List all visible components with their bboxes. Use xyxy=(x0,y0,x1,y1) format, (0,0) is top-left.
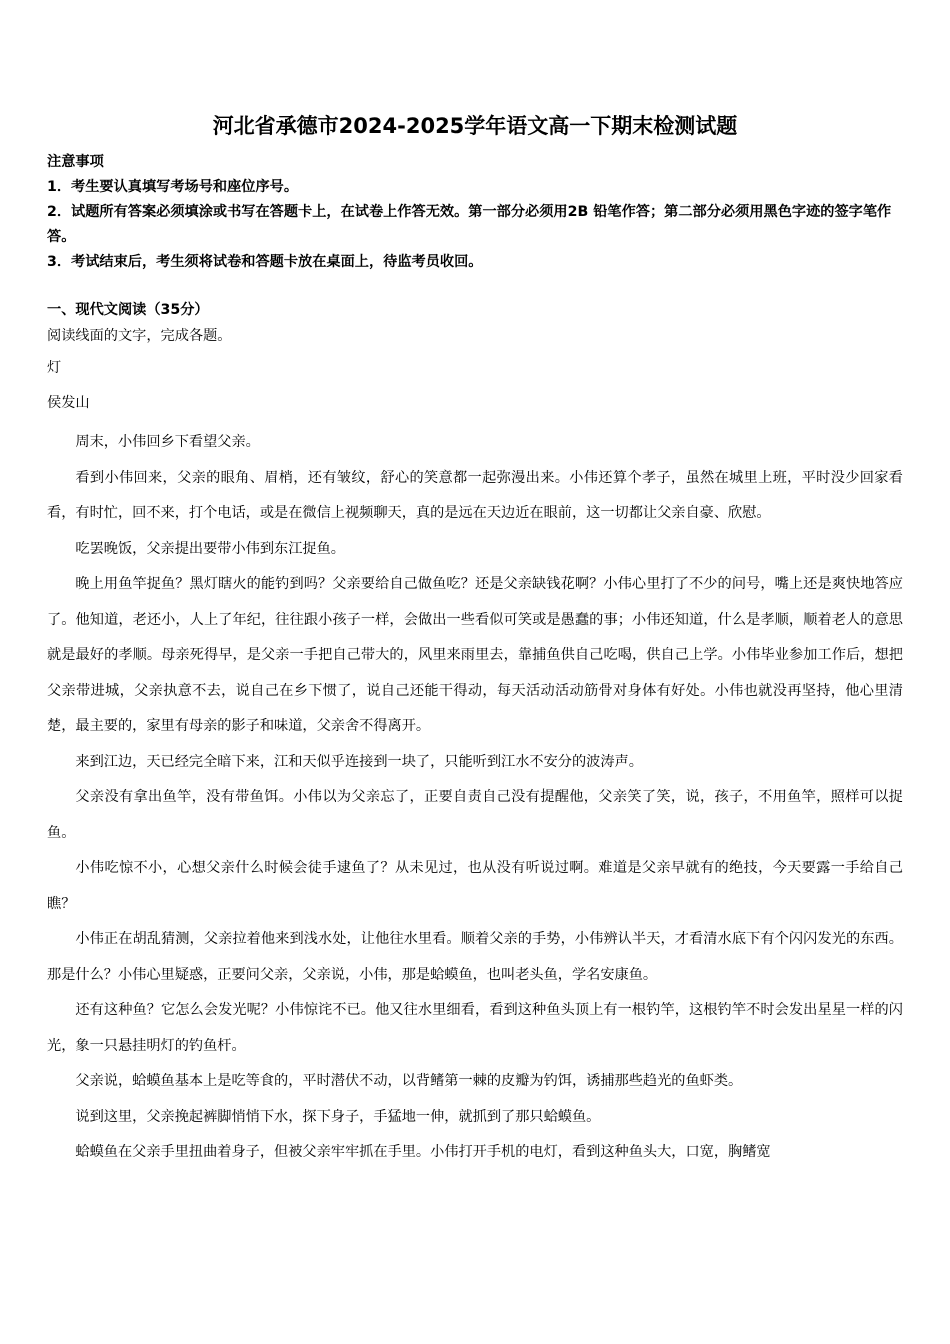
story-paragraph: 说到这里，父亲挽起裤脚悄悄下水，探下身子，手猛地一伸，就抓到了那只蛤蟆鱼。 xyxy=(75,1108,601,1125)
story-paragraph: 来到江边，天已经完全暗下来，江和天似乎连接到一块了，只能听到江水不安分的波涛声。 xyxy=(75,753,643,770)
story-paragraph: 晚上用鱼竿捉鱼？黑灯瞎火的能钓到吗？父亲要给自己做鱼吃？还是父亲缺钱花啊？小伟心里打了不少的问号，嘴上还是爽快地答应了。他知道，老还小，人上了年纪，往往跟小孩子一样，会做出一些看似可笑或是愚蠢的事；小伟还知道，什么是孝顺，顺着老人的意思就是最好的孝顺。母亲死得早，是父亲一手把自己带大的，风里来雨里去，靠捕鱼供自己吃喝，供自己上学。小伟毕业参加工作后，想把父亲带进城，父亲执意不去，说自己在乡下惯了，说自己还能干得动，每天活动活动筋骨对身体有好处。小伟也就没再坚持，他心里清楚，最主要的，家里有母亲的影子和味道，父亲舍不得离开。 xyxy=(47,576,903,734)
story-body xyxy=(47,425,903,1171)
notice-block xyxy=(47,150,907,275)
story-paragraph: 吃罢晚饭，父亲提出要带小伟到东江捉鱼。 xyxy=(75,540,345,557)
story-paragraph: 还有这种鱼？它怎么会发光呢？小伟惊诧不已。他又往水里细看，看到这种鱼头顶上有一根钓竿，这根钓竿不时会发出星星一样的闪光，象一只悬挂明灯的钓鱼杆。 xyxy=(47,1002,903,1054)
story-author: 侯发山 xyxy=(47,395,90,411)
section-heading: 一、现代文阅读（35分） xyxy=(47,302,209,318)
notice-item: 2．试题所有答案必须填涂或书写在答题卡上，在试卷上作答无效。第一部分必须用2B 铅笔作答；第二部分必须用黑色字迹的签字笔作答。 xyxy=(47,204,892,245)
story-paragraph: 蛤蟆鱼在父亲手里扭曲着身子，但被父亲牢牢抓在手里。小伟打开手机的电灯，看到这种鱼头大，口宽，胸鳍宽 xyxy=(75,1144,771,1160)
story-paragraph: 周末，小伟回乡下看望父亲。 xyxy=(75,434,260,450)
notice-item: 3．考试结束后，考生须将试卷和答题卡放在桌面上，待监考员收回。 xyxy=(47,254,483,270)
story-paragraph: 父亲没有拿出鱼竿，没有带鱼饵。小伟以为父亲忘了，正要自责自己没有提醒他，父亲笑了笑，说，孩子，不用鱼竿，照样可以捉鱼。 xyxy=(47,789,903,841)
page-title: 河北省承德市2024-2025学年语文高一下期末检测试题 xyxy=(212,114,738,138)
story-paragraph: 看到小伟回来，父亲的眼角、眉梢，还有皱纹，舒心的笑意都一起弥漫出来。小伟还算个孝子，虽然在城里上班，平时没少回家看看，有时忙，回不来，打个电话，或是在微信上视频聊天，真的是远在天边近在眼前，这一切都让父亲自豪、欣慰。 xyxy=(47,469,903,521)
notice-item: 1．考生要认真填写考场号和座位序号。 xyxy=(47,179,299,195)
story-title: 灯 xyxy=(47,360,62,376)
section-instruction: 阅读线面的文字，完成各题。 xyxy=(47,328,232,344)
story-paragraph: 父亲说，蛤蟆鱼基本上是吃等食的，平时潜伏不动，以背鳍第一棘的皮瓣为钓饵，诱捕那些趋光的鱼虾类。 xyxy=(75,1073,743,1089)
notice-heading: 注意事项 xyxy=(47,154,104,170)
story-paragraph: 小伟吃惊不小，心想父亲什么时候会徒手逮鱼了？从未见过，也从没有听说过啊。难道是父亲早就有的绝技，今天要露一手给自己瞧？ xyxy=(47,860,903,912)
story-paragraph: 小伟正在胡乱猜测，父亲拉着他来到浅水处，让他往水里看。顺着父亲的手势，小伟辨认半天，才看清水底下有个闪闪发光的东西。那是什么？小伟心里疑惑，正要问父亲，父亲说，小伟，那是蛤蟆鱼，也叫老头鱼，学名安康鱼。 xyxy=(47,931,903,983)
